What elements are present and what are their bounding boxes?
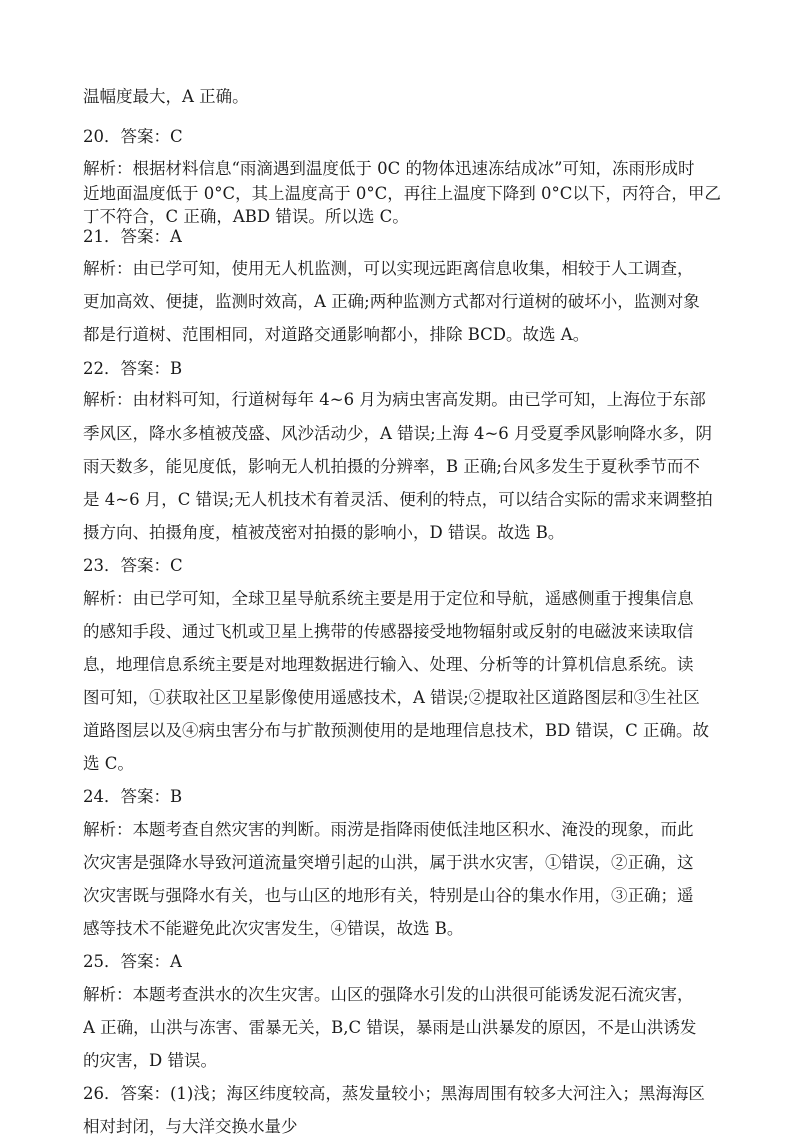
explanation-line: 近地面温度低于 0°C，其上温度高于 0°C，再往上温度下降到 0°C以下，丙符合，甲乙 bbox=[83, 184, 721, 203]
explanation-line: A 正确，山洪与冻害、雷暴无关，B,C 错误，暴雨是山洪暴发的原因，不是山洪诱发 bbox=[83, 1018, 697, 1037]
answer-label: 26．答案：(1)浅；海区纬度较高，蒸发量较小；黑海周围有较多大河注入；黑海海区 bbox=[83, 1084, 705, 1103]
explanation-line: 息，地理信息系统主要是对地理数据进行输入、处理、分析等的计算机信息系统。读 bbox=[83, 655, 694, 674]
answer-label: 25．答案：A bbox=[83, 952, 182, 971]
explanation-line: 丁不符合，C 正确，ABD 错误。所以选 C。 bbox=[83, 207, 409, 226]
explanation-line: 解析：由材料可知，行道树每年 4~6 月为病虫害高发期。由已学可知，上海位于东部 bbox=[83, 390, 706, 409]
answer-label: 20．答案：C bbox=[83, 127, 183, 146]
intro-line: 温幅度最大，A 正确。 bbox=[83, 87, 249, 106]
explanation-line: 次灾害既与强降水有关，也与山区的地形有关，特别是山谷的集水作用，③正确；遥 bbox=[83, 886, 694, 905]
explanation-line: 雨天数多，能见度低，影响无人机拍摄的分辨率，B 正确;台风多发生于夏秋季节而不 bbox=[83, 457, 700, 476]
answer-label: 24．答案：B bbox=[83, 787, 183, 806]
explanation-line: 季风区，降水多植被茂盛、风沙活动少，A 错误;上海 4~6 月受夏季风影响降水多，阴 bbox=[83, 424, 713, 443]
explanation-line: 解析：本题考查洪水的次生灾害。山区的强降水引发的山洪很可能诱发泥石流灾害， bbox=[83, 985, 694, 1004]
explanation-line: 都是行道树、范围相同，对道路交通影响都小，排除 BCD。故选 A。 bbox=[83, 325, 590, 344]
explanation-line: 感等技术不能避免此次灾害发生，④错误，故选 B。 bbox=[83, 919, 464, 938]
explanation-line: 图可知，①获取社区卫星影像使用遥感技术，A 错误;②提取社区道路图层和③生社区 bbox=[83, 688, 700, 707]
explanation-line: 更加高效、便捷，监测时效高，A 正确;两种监测方式都对行道树的破坏小，监测对象 bbox=[83, 292, 700, 311]
explanation-line: 解析：由已学可知，全球卫星导航系统主要是用于定位和导航，遥感侧重于搜集信息 bbox=[83, 589, 694, 608]
explanation-line: 的感知手段、通过飞机或卫星上携带的传感器接受地物辐射或反射的电磁波来读取信 bbox=[83, 622, 694, 641]
explanation-line: 道路图层以及④病虫害分布与扩散预测使用的是地理信息技术，BD 错误，C 正确。故 bbox=[83, 721, 709, 740]
answer-label: 23．答案：C bbox=[83, 556, 183, 575]
explanation-line: 解析：根据材料信息“雨滴遇到温度低于 0C 的物体迅速冻结成冰”可知，冻雨形成时 bbox=[83, 159, 695, 178]
explanation-line: 选 C。 bbox=[83, 754, 134, 773]
explanation-line: 相对封闭，与大洋交换水量少 bbox=[83, 1117, 298, 1136]
explanation-line: 的灾害，D 错误。 bbox=[83, 1051, 217, 1070]
explanation-line: 解析：本题考查自然灾害的判断。雨涝是指降雨使低洼地区积水、淹没的现象，而此 bbox=[83, 820, 694, 839]
explanation-line: 次灾害是强降水导致河道流量突增引起的山洪，属于洪水灾害，①错误，②正确，这 bbox=[83, 853, 694, 872]
answer-label: 21．答案：A bbox=[83, 227, 182, 246]
explanation-line: 是 4~6 月，C 错误;无人机技术有着灵活、便利的特点，可以结合实际的需求来调整拍 bbox=[83, 490, 713, 509]
answer-label: 22．答案：B bbox=[83, 359, 183, 378]
explanation-line: 摄方向、拍摄角度，植被茂密对拍摄的影响小，D 错误。故选 B。 bbox=[83, 523, 565, 542]
explanation-line: 解析：由已学可知，使用无人机监测，可以实现远距离信息收集，相较于人工调查， bbox=[83, 259, 694, 278]
